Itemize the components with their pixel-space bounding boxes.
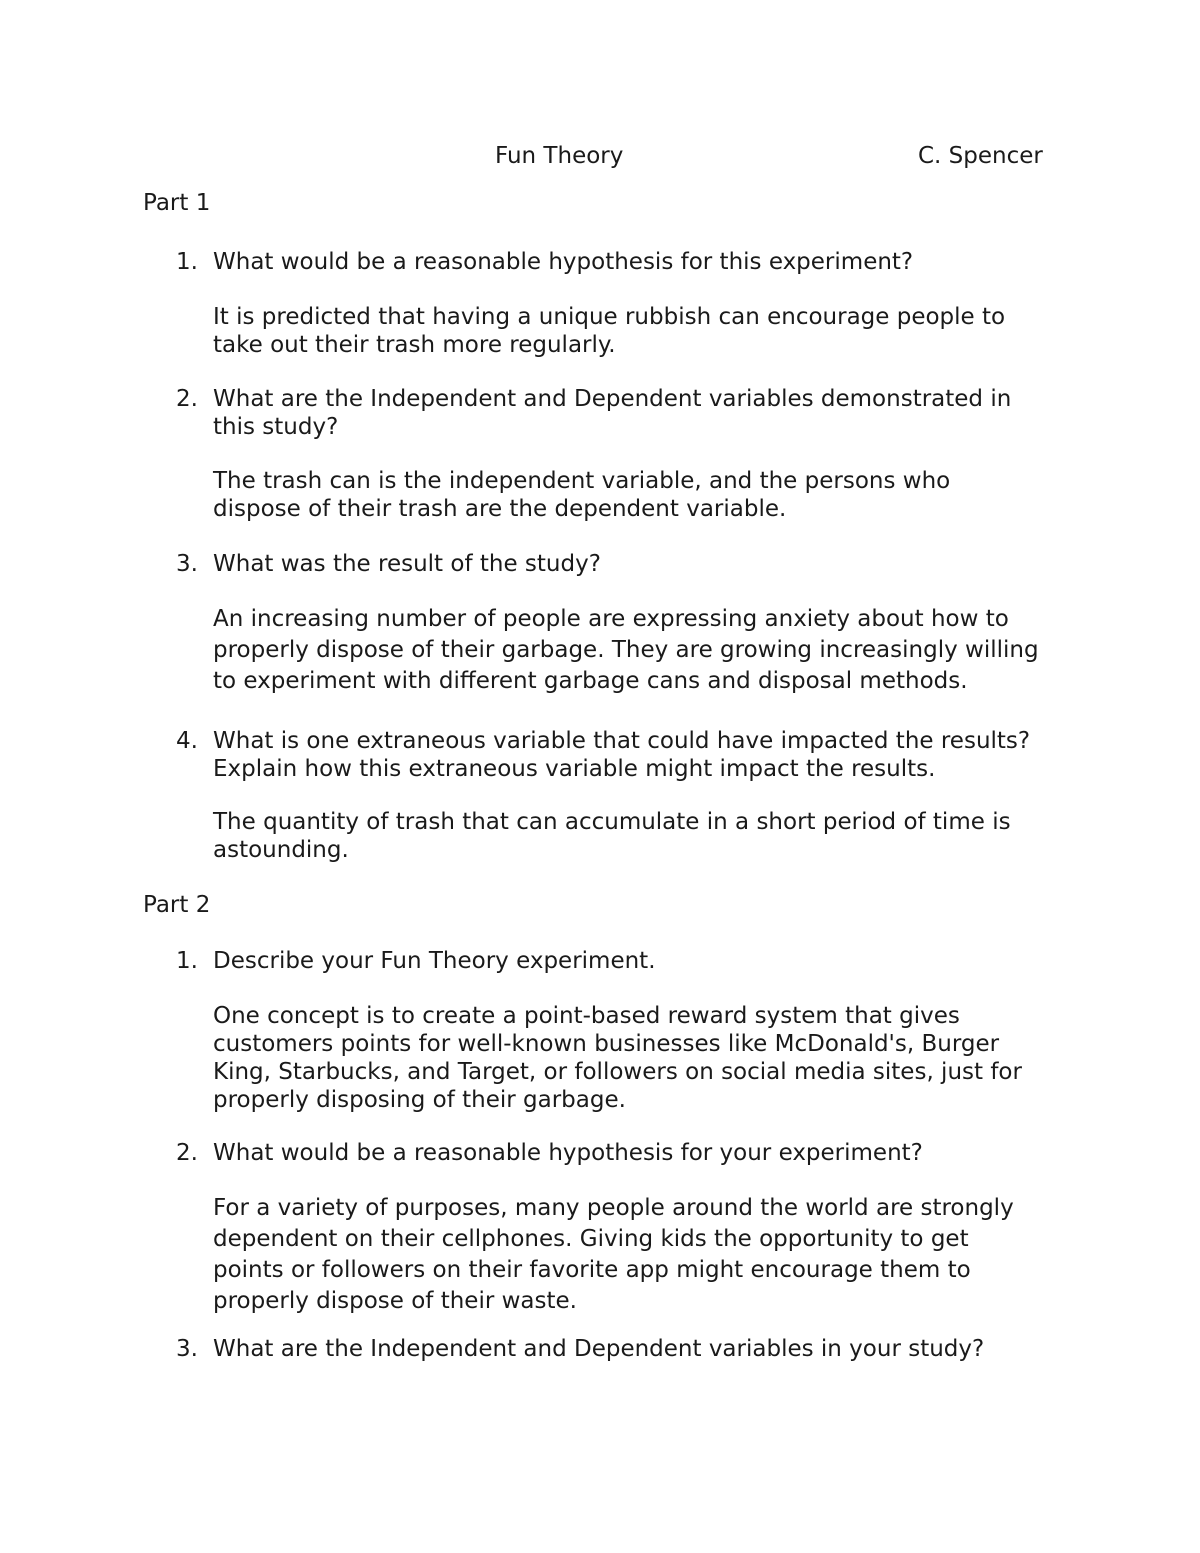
answer-text: One concept is to create a point-based reward system that gives customers points for well-known businesses like McDonald's, Burger King, Starbucks, and Target, or followers on social media sites, just for properly disposing of their garbage. <box>213 1003 1022 1113</box>
question-number: 2. <box>176 1140 198 1166</box>
answer-text: It is predicted that having a unique rubbish can encourage people to take out their trash more regularly. <box>213 304 1006 358</box>
part-2-heading: Part 2 <box>143 892 211 918</box>
question-number: 1. <box>176 249 198 275</box>
question-number: 2. <box>176 386 198 412</box>
question-text: What would be a reasonable hypothesis for your experiment? <box>213 1140 923 1166</box>
question-text: What was the result of the study? <box>213 551 601 577</box>
part-1-heading: Part 1 <box>143 190 211 216</box>
question-text: What are the Independent and Dependent variables in your study? <box>213 1336 985 1362</box>
question-number: 1. <box>176 948 198 974</box>
answer-text: An increasing number of people are expressing anxiety about how to properly dispose of their garbage. They are growing increasingly willing to experiment with different garbage cans and disposal methods. <box>213 606 1039 694</box>
question-text: What would be a reasonable hypothesis for this experiment? <box>213 249 914 275</box>
answer-text: For a variety of purposes, many people around the world are strongly dependent on their cellphones. Giving kids the opportunity to get points or followers on their favorite app might encourage them to properly dispose of their waste. <box>213 1195 1014 1314</box>
author-name: C. Spencer <box>918 143 1043 169</box>
answer-text: The quantity of trash that can accumulate in a short period of time is astounding. <box>213 809 1011 863</box>
question-text: Describe your Fun Theory experiment. <box>213 948 656 974</box>
question-number: 4. <box>176 728 198 754</box>
document-title: Fun Theory <box>495 143 624 169</box>
question-text: What are the Independent and Dependent variables demonstrated in this study? <box>213 386 1012 440</box>
question-number: 3. <box>176 1336 198 1362</box>
question-text: What is one extraneous variable that could have impacted the results? Explain how this extraneous variable might impact the results. <box>213 728 1031 782</box>
answer-text: The trash can is the independent variable, and the persons who dispose of their trash are the dependent variable. <box>213 468 951 522</box>
question-number: 3. <box>176 551 198 577</box>
